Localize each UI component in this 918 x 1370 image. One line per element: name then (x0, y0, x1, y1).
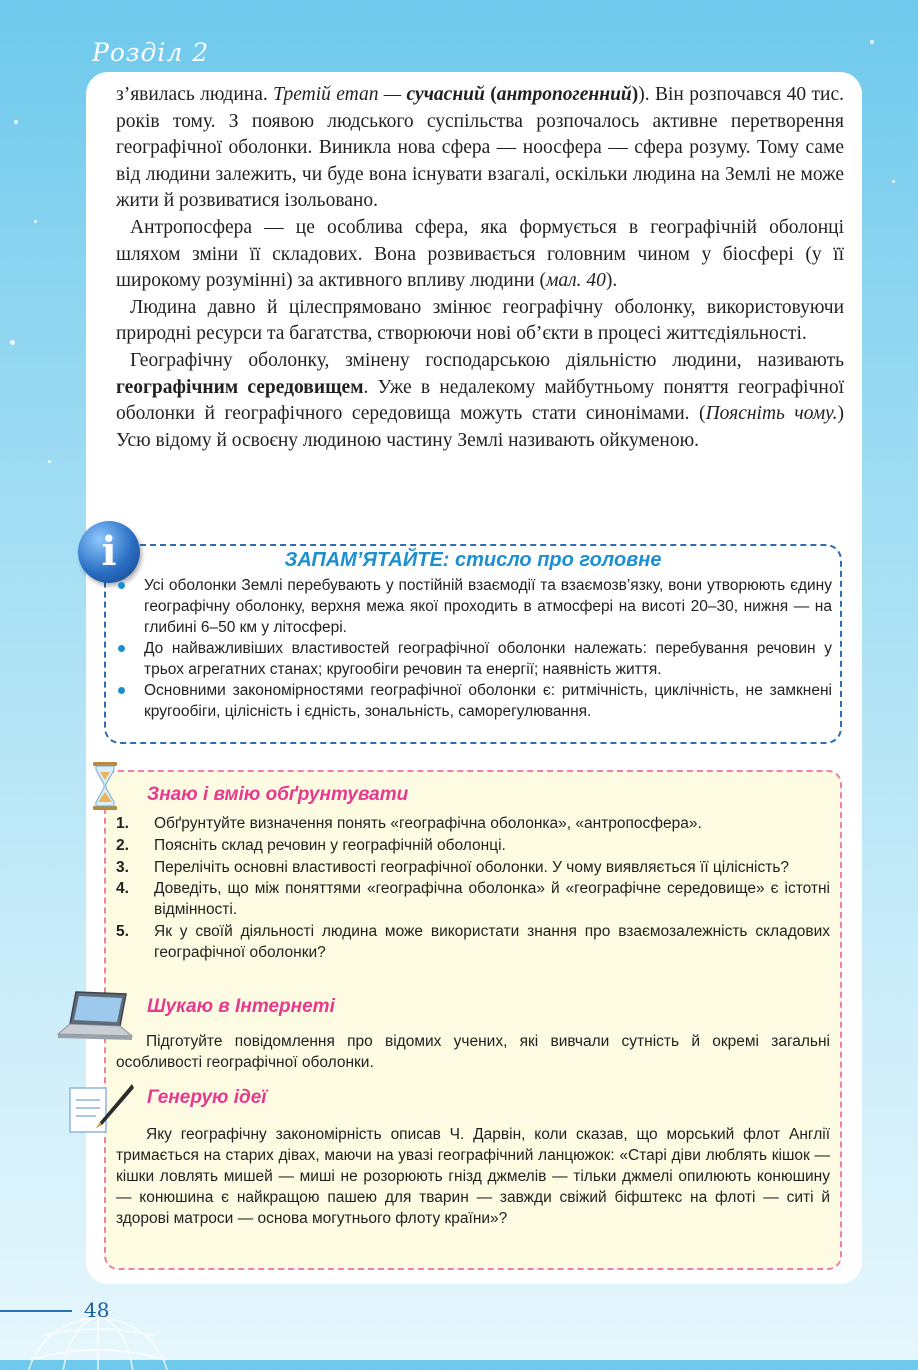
hourglass-icon (92, 762, 118, 810)
text-span: Географічну оболонку, змінену господарською діяльністю людини, називають (130, 349, 844, 371)
list-item: До найважливіших властивостей географічної оболонки належать: перебування речовин у трьох агрегатних станах; кругообіги речовин та енергії; наявність життя. (116, 638, 832, 680)
paragraph-4 (116, 348, 844, 454)
item-number: 1. (116, 815, 129, 832)
list-item (116, 836, 830, 857)
background-sparkle (10, 340, 15, 345)
text-span: мал. 40 (545, 270, 606, 292)
text-span: ). (605, 270, 618, 292)
paragraph-1 (116, 82, 844, 215)
list-item (116, 922, 830, 964)
item-text: Доведіть, що між поняттями «географічна оболонка» й «географічне середовище» є істотні відмінності. (154, 880, 830, 919)
background-sparkle (14, 120, 18, 124)
text-span: ( (484, 84, 497, 105)
footer-line (0, 1310, 72, 1312)
text-span: сучасний (406, 84, 485, 105)
text-span: антропогенний (496, 84, 632, 105)
info-icon: i (78, 521, 140, 583)
background-sparkle (34, 220, 37, 223)
main-text (116, 82, 844, 454)
item-number: 4. (116, 880, 129, 898)
item-text: Як у своїй діяльності людина може використати знання про взаємозалежність складових географічної оболонки? (154, 922, 830, 961)
item-text: Обґрунтуйте визначення понять «географічна оболонка», «антропосфера». (154, 815, 702, 832)
text-span: ). Він розпочався 40 тис. років тому. З появою людського суспільства розпочалось активне перетворення географічної оболонки. Виникла нова сфера — ноосфера — сфера розуму. Тому саме від людини залежить, чи буде вона існувати взагалі, оскільки людина на Землі не може жити й розвиватися ізольовано. (116, 84, 844, 212)
text-span: Антропосфера — це особлива сфера, яка формується в географічній оболонці шляхом зміни її складових. Вона розвивається головним чином у біосфері (у її широкому розумінні) за активного впливу людини ( (116, 216, 844, 292)
ideas-text: Яку географічну закономірність описав Ч. Дарвін, коли сказав, що морський флот Англії тримається на старих дівах, маючи на увазі географічний ланцюжок: «Старі діви люблять кішок — кішки ловлять мишей — миші не розорюють гнізд джмелів — тільки джмелі опилюють конюшину — конюшина є найкращою пашею для тварин — завжди свіжий біфштекс на флоті — ситі й здорові матроси — основа могутнього флоту країни»? (116, 1126, 830, 1227)
list-item: Основними закономірностями географічної оболонки є: ритмічність, циклічність, не замкнені кругообіги, цілісність і єдність, зональність, саморегулювання. (116, 680, 832, 722)
text-span: географічним середовищем (116, 376, 364, 398)
paragraph-2 (116, 215, 844, 295)
internet-text: Підготуйте повідомлення про відомих учених, які вивчали сутність й окремі загальні особливості географічної оболонки. (116, 1033, 830, 1071)
list-item (116, 814, 830, 835)
text-span: Третій етап — (273, 84, 407, 105)
item-number: 5. (116, 922, 129, 940)
list-item: Усі оболонки Землі перебувають у постійній взаємодії та взаємозв’язку, вони утворюють єдину географічну оболонку, верхня межа якої проходить в атмосфері на висоті 20–30, нижня — на глибині 6–50 км у літосфері. (116, 575, 832, 638)
text-span: ) Усю відому й освоєну людиною частину Землі називають ойкуменою. (116, 403, 844, 451)
background-sparkle (870, 40, 874, 44)
internet-heading: Шукаю в Інтернеті (147, 996, 335, 1017)
list-item (116, 879, 830, 921)
background-sparkle (48, 460, 51, 463)
background-sparkle (892, 180, 895, 183)
tasks-heading: Знаю і вмію обґрунтувати (147, 784, 409, 805)
remember-list (116, 575, 832, 722)
remember-title: ЗАПАМ’ЯТАЙТЕ: стисло про головне (284, 549, 662, 571)
item-number: 3. (116, 858, 129, 876)
section-title: Розділ 2 (92, 38, 210, 67)
list-item (116, 858, 830, 879)
text-span: з’явилась людина. (116, 84, 274, 105)
item-text: Перелічіть основні властивості географічної оболонки. У чому виявляється її цілісність? (154, 858, 790, 876)
paragraph-3: Людина давно й цілеспрямовано змінює географічну оболонку, використовуючи природні ресурси та багатства, створюючи нові об’єкти в процесі життєдіяльності. (116, 296, 844, 345)
page-number: 48 (84, 1298, 110, 1322)
text-span: . Уже в недалекому майбутньому поняття географічної оболонки й географічного середовища можуть стати синонімами. ( (116, 376, 844, 425)
item-number: 2. (116, 836, 129, 854)
text-span: ) (631, 84, 639, 105)
text-span: Поясніть чому. (705, 403, 838, 425)
item-text: Поясніть склад речовин у географічній оболонці. (154, 836, 506, 854)
ideas-heading: Генерую ідеї (147, 1087, 267, 1108)
tasks-list (116, 814, 830, 965)
